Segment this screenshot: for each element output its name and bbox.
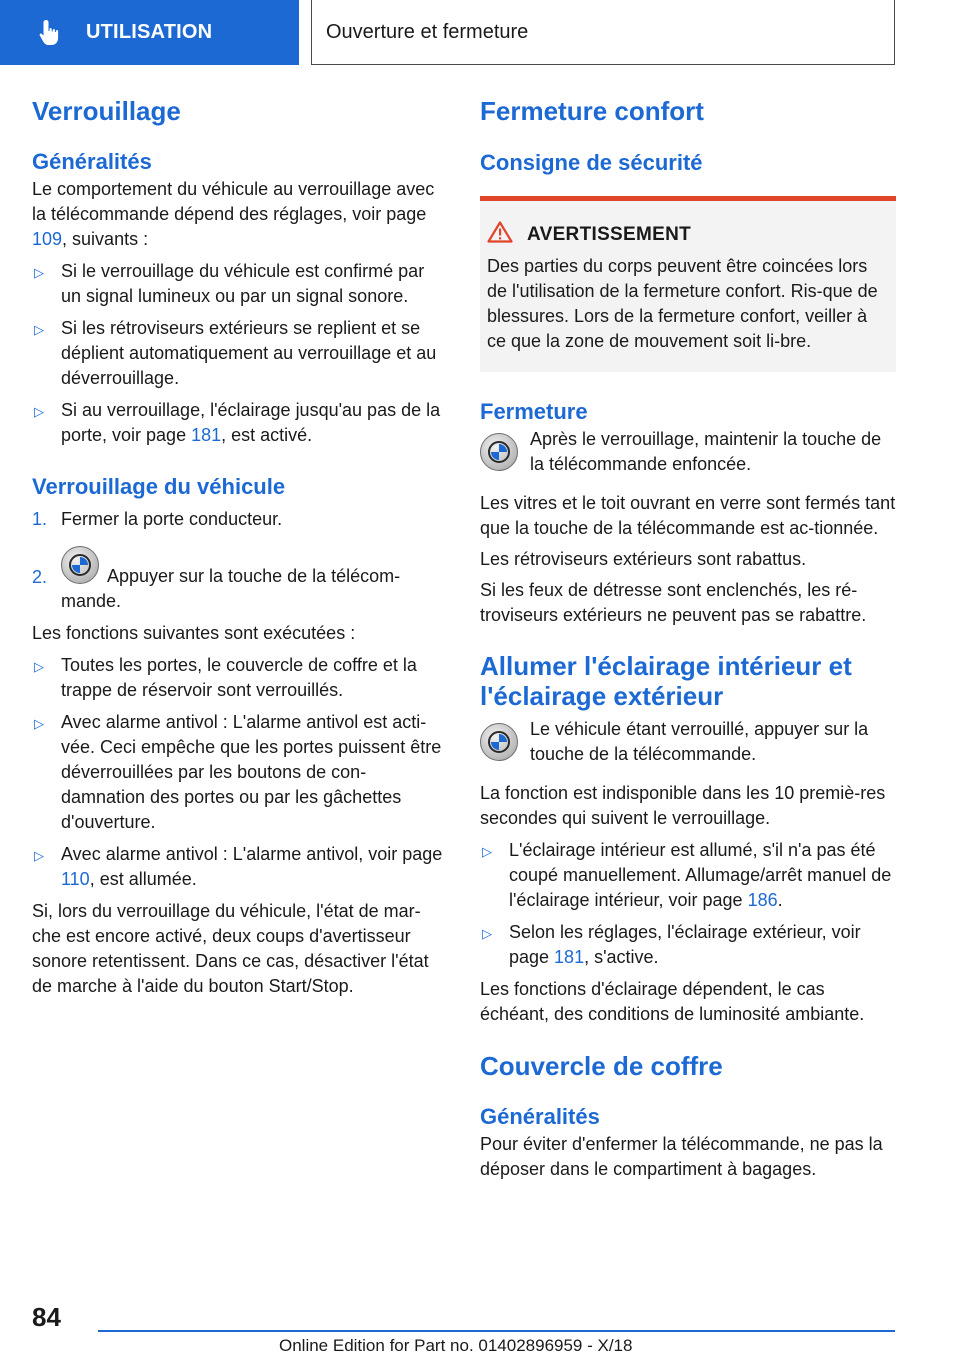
bullet-list-eclairage (480, 838, 896, 970)
fermeture-icon-row (480, 427, 896, 477)
vitres-paragraph: Les vitres et le toit ouvrant en verre sont fermés tant que la touche de la télécommande est ac-tionnée. (480, 493, 896, 538)
step-number: 2. (32, 567, 48, 587)
keyfob-button-icon (61, 546, 99, 584)
triangle-bullet-icon: ▷ (34, 322, 44, 337)
list-item: ▷ Si au verrouillage, l'éclairage jusqu'au pas de la porte, voir page 181, est activé. (34, 400, 441, 445)
page-number: 84 (32, 1302, 61, 1332)
triangle-bullet-icon: ▷ (34, 848, 44, 863)
warning-title: AVERTISSEMENT (527, 223, 692, 245)
allumer-icon-row (480, 717, 896, 767)
triangle-bullet-icon: ▷ (34, 404, 44, 419)
header-chapter-label: Ouverture et fermeture (326, 20, 529, 43)
header-section-tab[interactable] (0, 0, 299, 65)
heading-generalites-coffre: Généralités (480, 1104, 600, 1129)
warning-text: Des parties du corps peuvent être coincées lors de l'utilisation de la fermeture confort. Ris-que de blessures. Lors de la fermeture confort, veiller à ce que la zone de mouvement soit li-bre. (487, 256, 878, 351)
warning-triangle-icon (487, 221, 513, 248)
header-section-label: UTILISATION (86, 21, 213, 43)
footer-divider (98, 1330, 895, 1332)
hand-pointer-icon (34, 16, 68, 50)
heading-allumer: Allumer l'éclairage intérieur et l'éclairage extérieur (480, 651, 852, 711)
retro-paragraph: Les rétroviseurs extérieurs sont rabattus. (480, 549, 807, 569)
heading-verrouillage: Verrouillage (32, 96, 181, 126)
right-column (480, 95, 896, 1182)
list-item: ▷ Si les rétroviseurs extérieurs se replient et se déplient automatiquement au verrouillage et au déverrouillage. (34, 318, 437, 388)
indispo-paragraph: La fonction est indisponible dans les 10 premiè-res secondes qui suivent le verrouillage. (480, 783, 886, 828)
intro-text-end: , suivants : (62, 229, 149, 249)
step-item: 2. Appuyer sur la touche de la télécom-mande. (32, 546, 448, 614)
steps-list (32, 507, 448, 614)
intro-paragraph (32, 177, 448, 252)
keyfob-button-icon (480, 433, 518, 471)
heading-consigne: Consigne de sécurité (480, 150, 703, 175)
list-item: ▷ Si le verrouillage du véhicule est confirmé par un signal lumineux ou par un signal sonore. (34, 261, 425, 306)
intro-text: Le comportement du véhicule au verrouillage avec la télécommande dépend des réglages, voir page (32, 179, 435, 224)
coffre-paragraph: Pour éviter d'enfermer la télécommande, ne pas la déposer dans le compartiment à bagages. (480, 1134, 883, 1179)
footer-edition: Online Edition for Part no. 01402896959 - X/18 (279, 1336, 633, 1355)
page-ref-181[interactable]: 181 (554, 947, 585, 967)
list-item: ▷ Avec alarme antivol : L'alarme antivol, voir page 110, est allumée. (34, 844, 443, 889)
bullet-list-functions (32, 653, 448, 892)
list-item: ▷ Avec alarme antivol : L'alarme antivol est acti-vée. Ceci empêche que les portes puissent être déverrouillées par les boutons de con-damnation des portes ou par les gâchettes d'ouverture. (34, 712, 442, 832)
page-ref-109[interactable]: 109 (32, 229, 63, 249)
allumer-text: Le véhicule étant verrouillé, appuyer sur la touche de la télécommande. (530, 719, 869, 764)
page-ref-181[interactable]: 181 (191, 425, 222, 445)
list-item: ▷ Toutes les portes, le couvercle de coffre et la trappe de réservoir sont verrouillés. (34, 655, 417, 700)
fermeture-text: Après le verrouillage, maintenir la touche de la télécommande enfoncée. (530, 429, 882, 474)
triangle-bullet-icon: ▷ (34, 265, 44, 280)
heading-generalites: Généralités (32, 149, 152, 174)
triangle-bullet-icon: ▷ (482, 926, 492, 941)
heading-couvercle: Couvercle de coffre (480, 1051, 723, 1081)
list-item: ▷ Selon les réglages, l'éclairage extérieur, voir page 181, s'active. (482, 922, 861, 967)
heading-fermeture-confort: Fermeture confort (480, 96, 704, 126)
warning-header (487, 221, 888, 248)
step-item: 1. Fermer la porte conducteur. (32, 507, 448, 532)
triangle-bullet-icon: ▷ (34, 659, 44, 674)
left-column (32, 95, 448, 999)
warning-box (480, 196, 896, 372)
triangle-bullet-icon: ▷ (482, 844, 492, 859)
step-number: 1. (32, 509, 48, 529)
page-ref-110[interactable]: 110 (61, 869, 90, 889)
triangle-bullet-icon: ▷ (34, 716, 44, 731)
keyfob-button-icon (480, 723, 518, 761)
heading-verrouillage-vehicule: Verrouillage du véhicule (32, 474, 286, 499)
page-ref-186[interactable]: 186 (747, 890, 778, 910)
fonctions-eclairage-paragraph: Les fonctions d'éclairage dépendent, le cas échéant, des conditions de luminosité ambiante. (480, 979, 865, 1024)
list-item: ▷ L'éclairage intérieur est allumé, s'il n'a pas été coupé manuellement. Allumage/arrêt manuel de l'éclairage intérieur, voir page 186. (482, 840, 892, 910)
feux-paragraph: Si les feux de détresse sont enclenchés, les ré-troviseurs extérieurs ne peuvent pas se rabattre. (480, 580, 867, 625)
header-chapter-box (311, 0, 895, 65)
etat-paragraph: Si, lors du verrouillage du véhicule, l'état de mar-che est encore activé, deux coups d'avertisseur sonore retentissent. Dans ce cas, désactiver l'état de marche à l'aide du bouton Start/Stop. (32, 901, 429, 996)
bullet-list-settings (32, 259, 448, 448)
fonctions-paragraph: Les fonctions suivantes sont exécutées : (32, 623, 356, 643)
heading-fermeture: Fermeture (480, 399, 588, 424)
